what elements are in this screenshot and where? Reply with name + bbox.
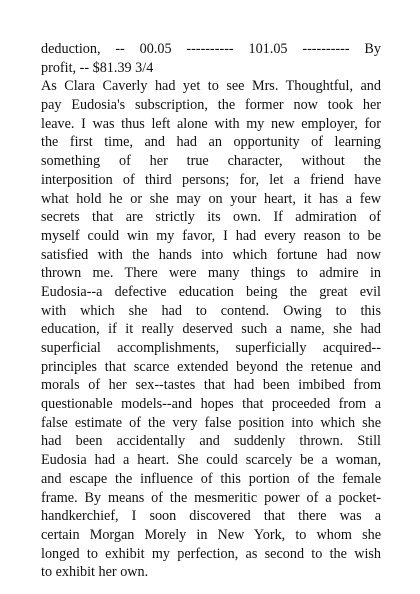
document-page	[41, 40, 381, 582]
text-line: had been accidentally and suddenly thrown. Still	[41, 433, 381, 450]
text-line: something of her true character, without the	[41, 153, 381, 170]
text-line: false estimate of the very false position into which she	[41, 414, 381, 431]
text-line: myself could win my favor, I had every reason to be	[41, 227, 381, 244]
text-line: longed to exhibit my perfection, as second to the wish	[41, 545, 381, 562]
text-line: education, if it really deserved such a name, she had	[41, 321, 381, 338]
text-line: and escape the influence of this portion of the female	[41, 470, 381, 487]
ledger-line: deduction, -- 00.05 ---------- 101.05 ---------- By	[41, 41, 381, 57]
profit-line: profit, -- $81.39 3/4	[41, 59, 154, 76]
text-line: Eudosia had a heart. She could scarcely be a woman,	[41, 452, 381, 469]
text-line: with which she had to contend. Owing to this	[41, 302, 381, 319]
text-line: leave. I was thus left alone with my new employer, for	[41, 115, 381, 132]
text-line: the first time, and had an opportunity of learning	[41, 134, 381, 151]
text-line: interposition of third persons; for, let a friend have	[41, 171, 381, 188]
text-line: handkerchief, I soon discovered that there was a	[41, 508, 381, 525]
text-line: what hold he or she may on your heart, it has a few	[41, 190, 381, 207]
text-line: thrown me. There were many things to admire in	[41, 265, 381, 282]
text-line: to exhibit her own.	[41, 564, 149, 581]
text-line: questionable models--and hopes that proceeded from a	[41, 396, 381, 413]
body-text	[41, 40, 381, 582]
text-line: Eudosia--a defective education being the great evil	[41, 283, 381, 300]
text-line: principles that scarce extended beyond the retenue and	[41, 358, 381, 375]
text-line: certain Morgan Morely in New York, to whom she	[41, 526, 381, 543]
text-line: frame. By means of the mesmeritic power of a pocket-	[41, 489, 381, 506]
text-line: morals of her sex--tastes that had been imbibed from	[41, 377, 381, 394]
text-line: satisfied with the hands into which fortune had now	[41, 246, 381, 263]
text-line: As Clara Caverly had yet to see Mrs. Thoughtful, and	[41, 78, 381, 95]
text-line: pay Eudosia's subscription, the former now took her	[41, 97, 381, 114]
text-line: superficial accomplishments, superficially acquired--	[41, 340, 381, 356]
text-line: secrets that are strictly its own. If admiration of	[41, 209, 381, 226]
